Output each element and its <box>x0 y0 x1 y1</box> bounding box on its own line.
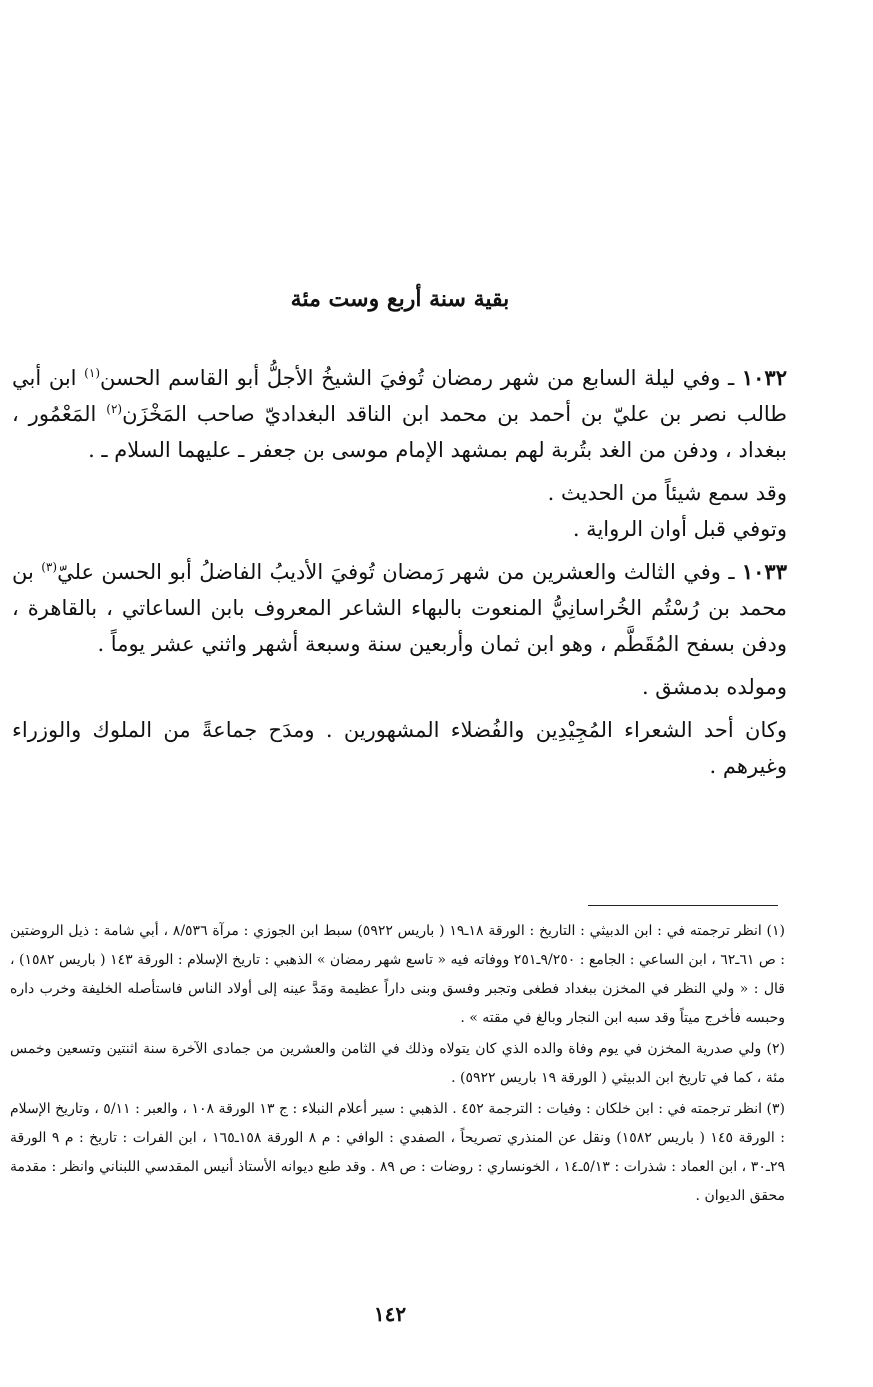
section-heading: بقية سنة أربع وست مئة <box>290 286 510 312</box>
entry-text: ـ وفي ليلة السابع من شهر رمضان تُوفيَ الشيخُ الأجلُّ أبو القاسم الحسن <box>100 366 735 390</box>
footnote-divider <box>588 905 778 906</box>
page-number: ١٤٢ <box>373 1302 407 1326</box>
footnote-text: ولي صدرية المخزن في يوم وفاة والده الذي كان يتولاه وذلك في الثامن والعشرين من جمادى الآخرة سنة اثنتين وتسعين وخمس مئة ، كما في تاريخ ابن الدبيثي ( الورقة ١٩ باريس ٥٩٢٢) . <box>10 1041 785 1086</box>
entry-number: ١٠٣٢ <box>741 365 787 390</box>
entry-text: المَعْمُور ، ببغداد ، ودفن من الغد بتُربة لهم بمشهد الإمام موسى بن جعفر ـ عليهما السلام ـ . <box>12 402 787 462</box>
footnote-text: انظر ترجمته في : ابن خلكان : وفيات : الترجمة ٤٥٢ . الذهبي : سير أعلام النبلاء : ج ١٣ الورقة ١٠٨ ، والعبر : ٥/١١ ، وتاريخ الإسلام : الورقة ١٤٥ ( باريس ١٥٨٢) ونقل عن المنذري تصريحاً ، الصفدي : الوافي : م ٨ الورقة ١٥٨ـ١٦٥ ، ابن الفرات : تاريخ : م ٩ الورقة ٢٩ـ٣٠ ، ابن العماد : شذرات : ٥/١٣ـ١٤ ، الخونساري : روضات : ص ٨٩ . وقد طبع ديوانه الأستاذ أنيس المقدسي اللبناني وانظر : مقدمة محقق الديوان . <box>10 1101 786 1204</box>
entry-text: بن محمد بن رُسْتُم الخُراسانِيُّ المنعوت بالبهاء الشاعر المعروف بابن الساعاتي ، بالقاهرة ، ودفن بسفح المُقَطَّم ، وهو ابن ثمان وأربعين سنة وسبعة أشهر واثني عشر يوماً . <box>12 560 787 656</box>
footnote <box>10 917 785 1033</box>
footnote-ref: (١) <box>84 366 100 380</box>
main-text <box>12 360 787 791</box>
footnote-marker: (٢) <box>766 1041 785 1057</box>
footnotes <box>10 917 785 1213</box>
entry-1032 <box>12 360 787 468</box>
footnote-marker: (١) <box>766 923 785 939</box>
footnote-text: انظر ترجمته في : ابن الدبيثي : التاريخ : الورقة ١٨ـ١٩ ( باريس ٥٩٢٢) سبط ابن الجوزي : مرآة ٨/٥٣٦ ، أبي شامة : ذيل الروضتين : ص ٦١ـ٦٢ ، ابن الساعي : الجامع : ٩/٢٥٠ـ٢٥١ ووفاته فيه « تاسع شهر رمضان » الذهبي : تاريخ الإسلام : الورقة ١٤٣ ( باريس ١٥٨٢) ، قال : « ولي النظر في المخزن ببغداد فطغى وتجبر وفسق وبنى داراً عظيمة ومَدَّ عينه إلى أولاد الناس فاستأصله الخليفة وخرب داره وحبسه فأخرج ميتاً وقد سبه ابن النجار وبالغ في مقته » . <box>10 923 786 1026</box>
entry-number: ١٠٣٣ <box>741 559 787 584</box>
footnote-ref: (٣) <box>41 560 58 574</box>
entry-1033 <box>12 554 787 662</box>
paragraph: وكان أحد الشعراء المُجِيْدِين والفُضلاء المشهورين . ومدَح جماعةً من الملوك والوزراء وغيرهم . <box>12 718 787 778</box>
paragraph: ومولده بدمشق . <box>641 675 787 699</box>
paragraph: وتوفي قبل أوان الرواية . <box>572 517 787 541</box>
entry-text: ابن أبي طالب نصر بن عليّ بن أحمد بن محمد ابن الناقد البغداديّ صاحب المَخْزَن <box>12 366 787 426</box>
paragraph: وقد سمع شيئاً من الحديث . <box>547 481 787 505</box>
footnote <box>10 1035 785 1093</box>
footnote <box>10 1095 785 1211</box>
footnote-ref: (٢) <box>106 402 123 416</box>
entry-text: ـ وفي الثالث والعشرين من شهر رَمضان تُوفيَ الأديبُ الفاضلُ أبو الحسن عليّ <box>57 560 735 584</box>
footnote-marker: (٣) <box>766 1101 785 1117</box>
